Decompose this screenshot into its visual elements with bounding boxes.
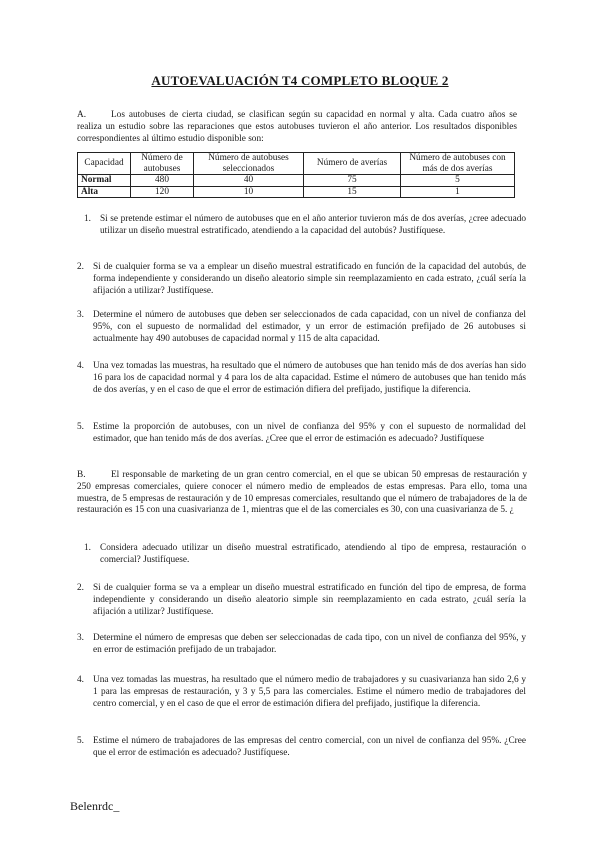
question-text: Si se pretende estimar el número de autobuses que en el año anterior tuvieron más de dos averías, ¿cree adecuado utilizar un diseño muestral estratificado, atendiendo a la capacidad del autobús? Justifíquese. bbox=[100, 214, 526, 236]
table-row bbox=[78, 186, 515, 198]
question-number: 5. bbox=[77, 422, 84, 432]
table-header-cell: Capacidad bbox=[78, 153, 131, 175]
question-text: Considera adecuado utilizar un diseño muestral estratificado, atendiendo al tipo de empresa, restauración o comercial? Justifíquese. bbox=[100, 543, 526, 565]
section-b-intro bbox=[77, 470, 527, 517]
question-b-2 bbox=[77, 583, 526, 618]
table-cell: 120 bbox=[131, 186, 194, 198]
bus-data-table bbox=[77, 152, 515, 198]
question-a-1 bbox=[84, 214, 526, 238]
question-number: 4. bbox=[77, 675, 84, 685]
table-cell: 1 bbox=[401, 186, 515, 198]
question-text: Si de cualquier forma se va a emplear un diseño muestral estratificado en función del tipo de empresa, de forma independiente y considerando un diseño aleatorio simple sin reemplazamiento en cada estrato, ¿cuál sería la afijación a utilizar? Justifíquese. bbox=[93, 583, 526, 617]
page-title: AUTOEVALUACIÓN T4 COMPLETO BLOQUE 2 bbox=[151, 73, 449, 88]
table-cell: Normal bbox=[78, 175, 131, 187]
question-number: 1. bbox=[84, 214, 91, 224]
question-a-5 bbox=[77, 422, 526, 446]
question-number: 2. bbox=[77, 262, 84, 272]
question-b-5 bbox=[77, 736, 526, 760]
question-text: Una vez tomadas las muestras, ha resultado que el número de autobuses que han tenido más de dos averías han sido 16 para los de capacidad normal y 4 para los de alta capacidad. Estime el número de autobuses que han tenido más de dos averías, y en el caso de que el error de estimación difiera del prefijado, justifique la diferencia. bbox=[93, 361, 526, 395]
table-header-cell: Número de autobuses seleccionados bbox=[194, 153, 304, 175]
author-signature: Belenrdc_ bbox=[70, 799, 120, 813]
question-number: 3. bbox=[77, 633, 84, 643]
table-cell: 15 bbox=[304, 186, 401, 198]
question-a-3 bbox=[77, 310, 526, 345]
question-text: Estime el número de trabajadores de las empresas del centro comercial, con un nivel de confianza del 95%. ¿Cree que el error de estimación es adecuado? Justifíquese. bbox=[93, 736, 526, 758]
question-b-4 bbox=[77, 675, 526, 710]
question-a-4 bbox=[77, 361, 526, 396]
question-text: Determine el número de autobuses que deben ser seleccionados de cada capacidad, con un nivel de confianza del 95%, con el supuesto de normalidad del estimador, y un error de estimación prefijado de 26 autobuses si actualmente hay 490 autobuses de capacidad normal y 115 de alta capacidad. bbox=[93, 310, 526, 344]
table-cell: 480 bbox=[131, 175, 194, 187]
table-row bbox=[78, 175, 515, 187]
table-header-cell: Número de averías bbox=[304, 153, 401, 175]
table-header-cell: Número de autobuses con más de dos averías bbox=[401, 153, 515, 175]
table-cell: Alta bbox=[78, 186, 131, 198]
question-number: 4. bbox=[77, 361, 84, 371]
question-number: 3. bbox=[77, 310, 84, 320]
table-cell: 5 bbox=[401, 175, 515, 187]
section-a-intro-text: Los autobuses de cierta ciudad, se clasifican según su capacidad en normal y alta. Cada cuatro años se realiza un estudio sobre las reparaciones que estos autobuses tuvieron el año anterior. Los resultados disponibles correspondientes al último estudio disponible son: bbox=[77, 110, 517, 144]
table-cell: 10 bbox=[194, 186, 304, 198]
question-text: Estime la proporción de autobuses, con un nivel de confianza del 95% y con el supuesto de normalidad del estimador, que han tenido más de dos averías. ¿Cree que el error de estimación es adecuado? Justifíquese bbox=[93, 422, 526, 444]
question-text: Si de cualquier forma se va a emplear un diseño muestral estratificado en función de la capacidad del autobús, de forma independiente y considerando un diseño aleatorio simple sin reemplazamiento en cada estrato, ¿cuál sería la afijación a utilizar? Justifíquese. bbox=[93, 262, 526, 296]
question-number: 2. bbox=[77, 583, 84, 593]
question-text: Una vez tomadas las muestras, ha resultado que el número medio de trabajadores y su cuasivarianza han sido 2,6 y 1 para las empresas de restauración, y 3 y 5,5 para las comerciales. Estime el número medio de trabajadores del centro comercial, y en el caso de que el error de estimación difiera del prefijado, justifique la diferencia. bbox=[93, 675, 526, 709]
question-number: 1. bbox=[84, 543, 91, 553]
question-b-1 bbox=[84, 543, 526, 567]
table-header-row bbox=[78, 153, 515, 175]
question-text: Determine el número de empresas que deben ser seleccionadas de cada tipo, con un nivel de confianza del 95%, y en error de estimación prefijado de un trabajador. bbox=[93, 633, 526, 655]
question-b-3 bbox=[77, 633, 526, 657]
table-cell: 40 bbox=[194, 175, 304, 187]
table-header-cell: Número de autobuses bbox=[131, 153, 194, 175]
section-a-intro bbox=[77, 110, 517, 145]
question-a-2 bbox=[77, 262, 526, 297]
section-b-intro-text: El responsable de marketing de un gran centro comercial, en el que se ubican 50 empresas de restauración y 250 empresas comerciales, quiere conocer el número medio de empleados de estas empresas. Para ello, toma una muestra, de 5 empresas de restauración y de 10 empresas comerciales, resultando que el número de trabajadores de la de restauración es 15 con una cuasivarianza de 1, mientras que el de las comerciales es 30, con una cuasivarianza de 5. ¿ bbox=[77, 470, 527, 516]
table-cell: 75 bbox=[304, 175, 401, 187]
section-a-label: A. bbox=[77, 110, 87, 120]
section-b-label: B. bbox=[77, 470, 86, 480]
question-number: 5. bbox=[77, 736, 84, 746]
